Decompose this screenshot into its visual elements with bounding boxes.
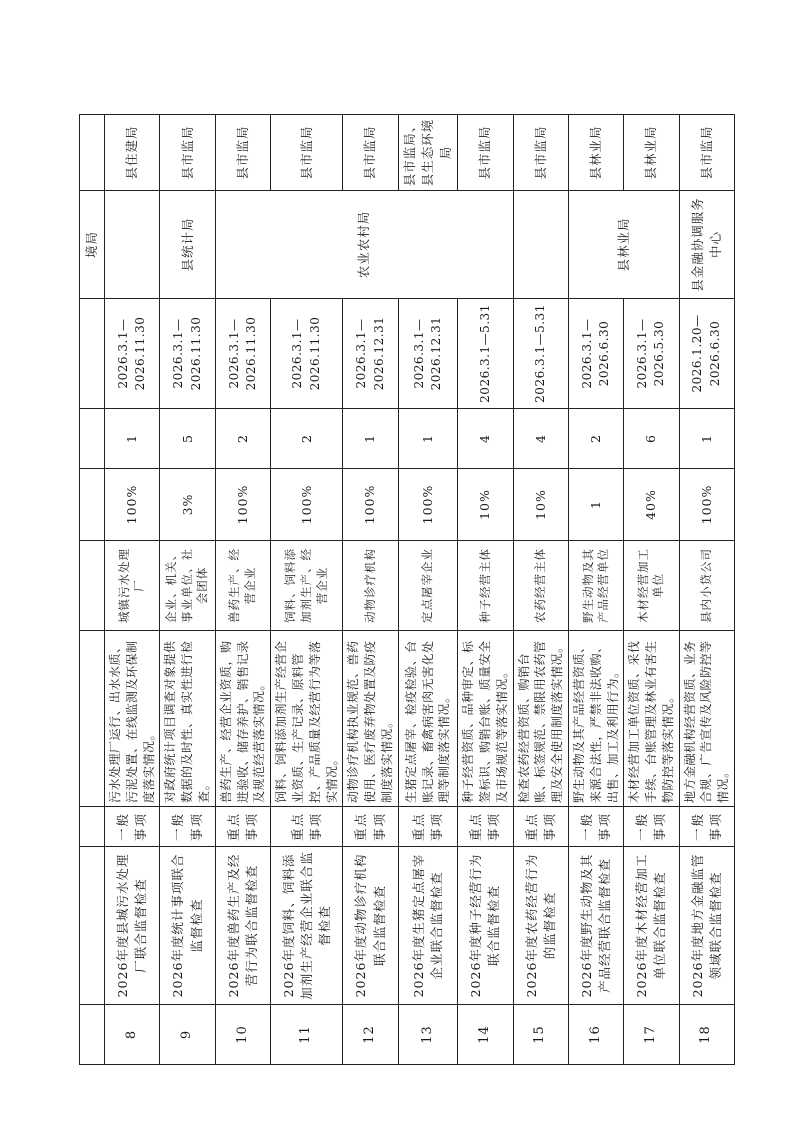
item-name: 2026年度生猪定点屠宰企业联合监督检查 <box>398 847 457 1005</box>
joint-dept: 县市监局 <box>271 115 343 191</box>
joint-dept: 县市监局 <box>160 115 215 191</box>
table-row <box>513 115 568 1065</box>
item-target: 兽药生产、经营企业 <box>215 541 270 631</box>
item-content: 地方金融机构经营资质、业务合规、广告宣传及风险防控等情况。 <box>679 631 734 807</box>
item-type: 一般事项 <box>624 807 679 847</box>
item-count: 4 <box>458 409 513 469</box>
row-number: 11 <box>271 1005 343 1065</box>
row-number: 8 <box>105 1005 160 1065</box>
row-number: 18 <box>679 1005 734 1065</box>
row-number: 17 <box>624 1005 679 1065</box>
row-number: 12 <box>343 1005 398 1065</box>
item-type: 重点事项 <box>513 807 568 847</box>
item-time: 2026.3.1—2026.11.30 <box>271 299 343 409</box>
item-name: 2026年度地方金融监管领域联合监督检查 <box>679 847 734 1005</box>
item-target: 农药经营主体 <box>513 541 568 631</box>
item-content: 检查农药经营资质、购销台账、标签规范、禁限用农药管理及安全使用制度落实情况。 <box>513 631 568 807</box>
item-content: 木材经营加工单位资质、采伐手续、台账管理及林业有害生物防控等落实情况。 <box>624 631 679 807</box>
item-time: 2026.3.1—2026.11.30 <box>105 299 160 409</box>
item-count: 2 <box>271 409 343 469</box>
item-count: 6 <box>624 409 679 469</box>
item-ratio: 100% <box>215 469 270 541</box>
item-target: 木材经营加工单位 <box>624 541 679 631</box>
table-row <box>679 115 734 1065</box>
table-row-continuation <box>80 115 105 1065</box>
item-type: 重点事项 <box>271 807 343 847</box>
item-time: 2026.3.1—2026.11.30 <box>160 299 215 409</box>
item-type: 重点事项 <box>343 807 398 847</box>
item-target: 企业、机关、事业单位、社会团体 <box>160 541 215 631</box>
joint-dept: 县市监局 <box>513 115 568 191</box>
joint-dept: 县市监局 <box>215 115 270 191</box>
item-count: 2 <box>215 409 270 469</box>
item-ratio: 10% <box>513 469 568 541</box>
joint-dept: 县市监局、县生态环境局 <box>398 115 457 191</box>
table-row <box>568 115 623 1065</box>
item-count: 5 <box>160 409 215 469</box>
inspection-table-rotated <box>79 115 731 1065</box>
row-number: 16 <box>568 1005 623 1065</box>
joint-dept: 县市监局 <box>458 115 513 191</box>
item-name: 2026年度县城污水处理厂联合监督检查 <box>105 847 160 1005</box>
item-name: 2026年度饲料、饲料添加剂生产经营企业联合监督检查 <box>271 847 343 1005</box>
row-number: 9 <box>160 1005 215 1065</box>
joint-dept: 县林业局 <box>568 115 623 191</box>
item-type: 重点事项 <box>398 807 457 847</box>
item-type: 一般事项 <box>160 807 215 847</box>
item-name: 2026年度统计事项联合监督检查 <box>160 847 215 1005</box>
item-time: 2026.1.20—2026.6.30 <box>679 299 734 409</box>
item-type: 一般事项 <box>679 807 734 847</box>
inspection-table <box>79 114 735 1065</box>
item-time: 2026.3.1—2026.12.31 <box>343 299 398 409</box>
joint-dept: 县林业局 <box>624 115 679 191</box>
item-type: 重点事项 <box>458 807 513 847</box>
item-count: 1 <box>398 409 457 469</box>
item-name: 2026年度兽药生产及经营行为联合监督检查 <box>215 847 270 1005</box>
item-target: 城镇污水处理厂 <box>105 541 160 631</box>
row-number: 10 <box>215 1005 270 1065</box>
item-name: 2026年度木材经营加工单位联合监督检查 <box>624 847 679 1005</box>
item-ratio: 100% <box>271 469 343 541</box>
item-time: 2026.3.1—5.31 <box>458 299 513 409</box>
joint-dept: 县住建局 <box>105 115 160 191</box>
item-count: 2 <box>568 409 623 469</box>
item-content: 生猪定点屠宰、检疫检验、台账记录、畜禽病害肉无害化处理等制度落实情况。 <box>398 631 457 807</box>
item-ratio: 10% <box>458 469 513 541</box>
item-time: 2026.3.1—2026.5.30 <box>624 299 679 409</box>
lead-dept: 县金融协调服务中心 <box>679 191 734 299</box>
lead-dept <box>105 191 160 299</box>
item-type: 一般事项 <box>568 807 623 847</box>
item-target: 定点屠宰企业 <box>398 541 457 631</box>
row-number: 14 <box>458 1005 513 1065</box>
joint-dept: 县市监局 <box>679 115 734 191</box>
item-content: 种子经营资质、品种审定、标签标识、购销台账、质量安全及市场规范等落实情况。 <box>458 631 513 807</box>
item-content: 对政府统计项目调查对象提供数据的及时性、真实性进行检查。 <box>160 631 215 807</box>
item-type: 重点事项 <box>215 807 270 847</box>
item-count: 1 <box>105 409 160 469</box>
item-name: 2026年度野生动物及其产品经营联合监督检查 <box>568 847 623 1005</box>
item-content: 兽药生产、经营企业资质，购进验收、储存养护、销售记录及规范经营落实情况。 <box>215 631 270 807</box>
lead-dept-continuation: 境局 <box>80 191 105 299</box>
item-target: 县内小贷公司 <box>679 541 734 631</box>
item-time: 2026.3.1—2026.6.30 <box>568 299 623 409</box>
item-target: 种子经营主体 <box>458 541 513 631</box>
joint-dept: 县市监局 <box>343 115 398 191</box>
lead-dept: 农业农村局 <box>215 191 513 299</box>
item-ratio: 100% <box>679 469 734 541</box>
item-time: 2026.3.1—5.31 <box>513 299 568 409</box>
table-row <box>105 115 160 1065</box>
item-target: 动物诊疗机构 <box>343 541 398 631</box>
item-content: 污水处理厂运行、出水水质、污泥处置、在线监测及环保制度落实情况。 <box>105 631 160 807</box>
item-ratio: 40% <box>624 469 679 541</box>
item-count: 4 <box>513 409 568 469</box>
table-row <box>160 115 215 1065</box>
item-content: 野生动物及其产品经营资质、来源合法性，严禁非法收购、出售、加工及利用行为。 <box>568 631 623 807</box>
lead-dept: 县统计局 <box>160 191 215 299</box>
item-ratio: 100% <box>343 469 398 541</box>
lead-dept <box>513 191 568 299</box>
item-count: 1 <box>343 409 398 469</box>
item-ratio: 1 <box>568 469 623 541</box>
table-row <box>215 115 270 1065</box>
item-content: 饲料、饲料添加剂生产经营企业资质、生产记录、原料管控、产品质量及经营行为等落实情况。 <box>271 631 343 807</box>
item-time: 2026.3.1—2026.12.31 <box>398 299 457 409</box>
item-ratio: 3% <box>160 469 215 541</box>
item-name: 2026年度种子经营行为联合监督检查 <box>458 847 513 1005</box>
item-ratio: 100% <box>105 469 160 541</box>
row-number: 15 <box>513 1005 568 1065</box>
item-content: 动物诊疗机构执业规范、兽药使用、医疗废弃物处置及防疫制度落实情况。 <box>343 631 398 807</box>
item-target: 饲料、饲料添加剂生产、经营企业 <box>271 541 343 631</box>
item-count: 1 <box>679 409 734 469</box>
item-time: 2026.3.1—2026.11.30 <box>215 299 270 409</box>
item-target: 野生动物及其产品经营单位 <box>568 541 623 631</box>
item-name: 2026年度动物诊疗机构联合监督检查 <box>343 847 398 1005</box>
lead-dept: 县林业局 <box>568 191 679 299</box>
item-type: 一般事项 <box>105 807 160 847</box>
row-number: 13 <box>398 1005 457 1065</box>
item-ratio: 100% <box>398 469 457 541</box>
item-name: 2026年度农药经营行为的监督检查 <box>513 847 568 1005</box>
